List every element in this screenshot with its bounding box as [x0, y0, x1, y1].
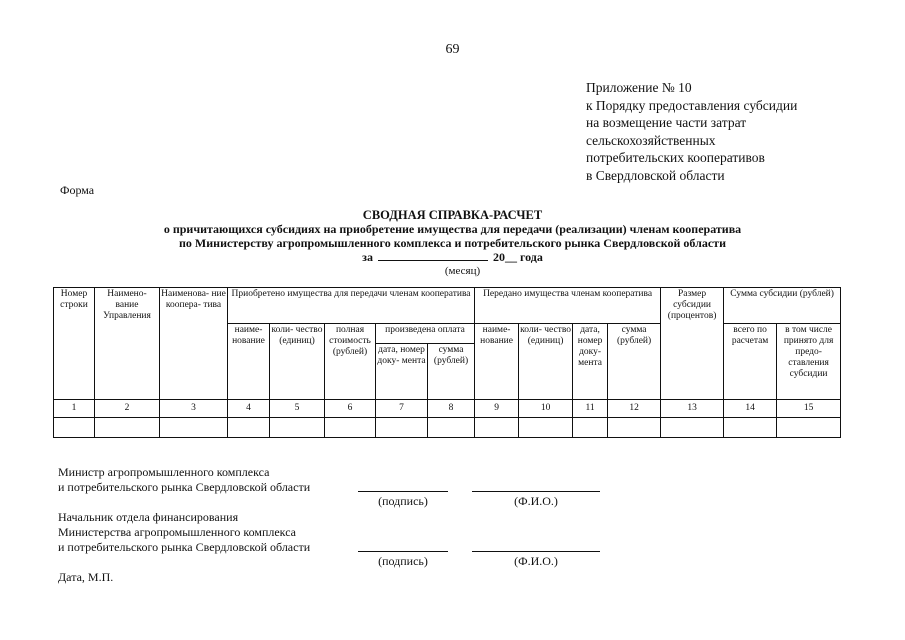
column-number: 1 — [54, 400, 95, 418]
table-cell[interactable] — [325, 418, 376, 438]
head-title-line: и потребительского рынка Свердловской области — [58, 540, 311, 554]
table-cell[interactable] — [95, 418, 160, 438]
header-payment-made: произведена оплата — [376, 324, 475, 344]
header-management: Наимено- вание Управления — [95, 288, 160, 400]
document-title — [0, 208, 905, 278]
table-cell[interactable] — [376, 418, 428, 438]
head-fio-label: (Ф.И.О.) — [514, 554, 558, 568]
header-subsidy-size: Размер субсидии (процентов) — [661, 288, 724, 400]
head-signature-label: (подпись) — [378, 554, 428, 568]
header-transferred-sum: сумма (рублей) — [608, 324, 661, 400]
title-line3: по Министерству агропромышленного комплекса и потребительского рынка Свердловской области — [179, 236, 726, 250]
page-number: 69 — [445, 42, 460, 57]
table-cell[interactable] — [573, 418, 608, 438]
header-cooperative: Наименова- ние коопера- тива — [160, 288, 228, 400]
table-cell[interactable] — [428, 418, 475, 438]
table-cell[interactable] — [160, 418, 228, 438]
head-signature-block — [58, 510, 310, 555]
header-total-calc: всего по расчетам — [724, 324, 777, 400]
minister-signature-block — [58, 465, 310, 495]
title-line2: о причитающихся субсидиях на приобретение имущества для передачи (реализации) членам кооператива — [163, 222, 742, 236]
header-transferred-date: дата, номер доку- мента — [573, 324, 608, 400]
title-period — [0, 250, 905, 264]
table-cell[interactable] — [475, 418, 519, 438]
header-full-cost: полная стоимость (рублей) — [325, 324, 376, 400]
column-number: 6 — [325, 400, 376, 418]
header-payment-date: дата, номер доку- мента — [376, 344, 428, 400]
table-cell[interactable] — [54, 418, 95, 438]
minister-title-line: и потребительского рынка Свердловской области — [58, 480, 311, 494]
period-za: за — [362, 250, 373, 264]
appendix-line: потребительских кооперативов — [586, 150, 765, 166]
month-hint: (месяц) — [444, 265, 481, 277]
title-main: СВОДНАЯ СПРАВКА-РАСЧЕТ — [362, 208, 543, 222]
header-accepted: в том числе принято для предо- ставления субсидии — [777, 324, 841, 400]
table-cell[interactable] — [519, 418, 573, 438]
column-number: 8 — [428, 400, 475, 418]
table-cell[interactable] — [661, 418, 724, 438]
table-cell[interactable] — [777, 418, 841, 438]
table-cell[interactable] — [228, 418, 270, 438]
minister-fio-line[interactable] — [472, 491, 600, 492]
table-cell[interactable] — [608, 418, 661, 438]
header-acquired: Приобретено имущества для передачи членам кооператива — [228, 288, 475, 324]
column-number: 7 — [376, 400, 428, 418]
head-title-line: Начальник отдела финансирования — [58, 510, 239, 524]
header-quantity: коли- чество (единиц) — [270, 324, 325, 400]
column-number: 5 — [270, 400, 325, 418]
form-label: Форма — [60, 183, 95, 197]
header-transferred-quantity: коли- чество (единиц) — [519, 324, 573, 400]
header-payment-sum: сумма (рублей) — [428, 344, 475, 400]
header-subsidy-sum: Сумма субсидии (рублей) — [724, 288, 841, 324]
subsidy-table — [53, 287, 841, 438]
appendix-line: на возмещение части затрат — [586, 115, 747, 131]
table-cell[interactable] — [270, 418, 325, 438]
minister-signature-line[interactable] — [358, 491, 448, 492]
header-name: наиме- нование — [228, 324, 270, 400]
date-stamp-label: Дата, М.П. — [58, 570, 114, 584]
header-transferred: Передано имущества членам кооператива — [475, 288, 661, 324]
column-number: 3 — [160, 400, 228, 418]
column-number: 11 — [573, 400, 608, 418]
column-number: 14 — [724, 400, 777, 418]
column-number-row — [54, 400, 841, 418]
appendix-line: к Порядку предоставления субсидии — [586, 97, 798, 113]
header-row-number: Номер строки — [54, 288, 95, 400]
minister-signature-label: (подпись) — [378, 494, 428, 508]
minister-fio-label: (Ф.И.О.) — [514, 494, 558, 508]
appendix-line: Приложение № 10 — [586, 80, 692, 95]
column-number: 4 — [228, 400, 270, 418]
column-number: 9 — [475, 400, 519, 418]
head-fio-line[interactable] — [472, 551, 600, 552]
column-number: 10 — [519, 400, 573, 418]
column-number: 2 — [95, 400, 160, 418]
header-transferred-name: наиме- нование — [475, 324, 519, 400]
appendix-line: в Свердловской области — [586, 167, 725, 183]
table-row — [54, 418, 841, 438]
column-number: 13 — [661, 400, 724, 418]
month-blank — [378, 250, 488, 261]
table-cell[interactable] — [724, 418, 777, 438]
period-year: 20__ года — [492, 250, 543, 264]
column-number: 12 — [608, 400, 661, 418]
minister-title-line: Министр агропромышленного комплекса — [58, 465, 270, 479]
appendix-line: сельскохозяйственных — [586, 132, 716, 148]
appendix-block — [586, 79, 797, 185]
head-title-line: Министерства агропромышленного комплекса — [58, 525, 297, 539]
column-number: 15 — [777, 400, 841, 418]
head-signature-line[interactable] — [358, 551, 448, 552]
